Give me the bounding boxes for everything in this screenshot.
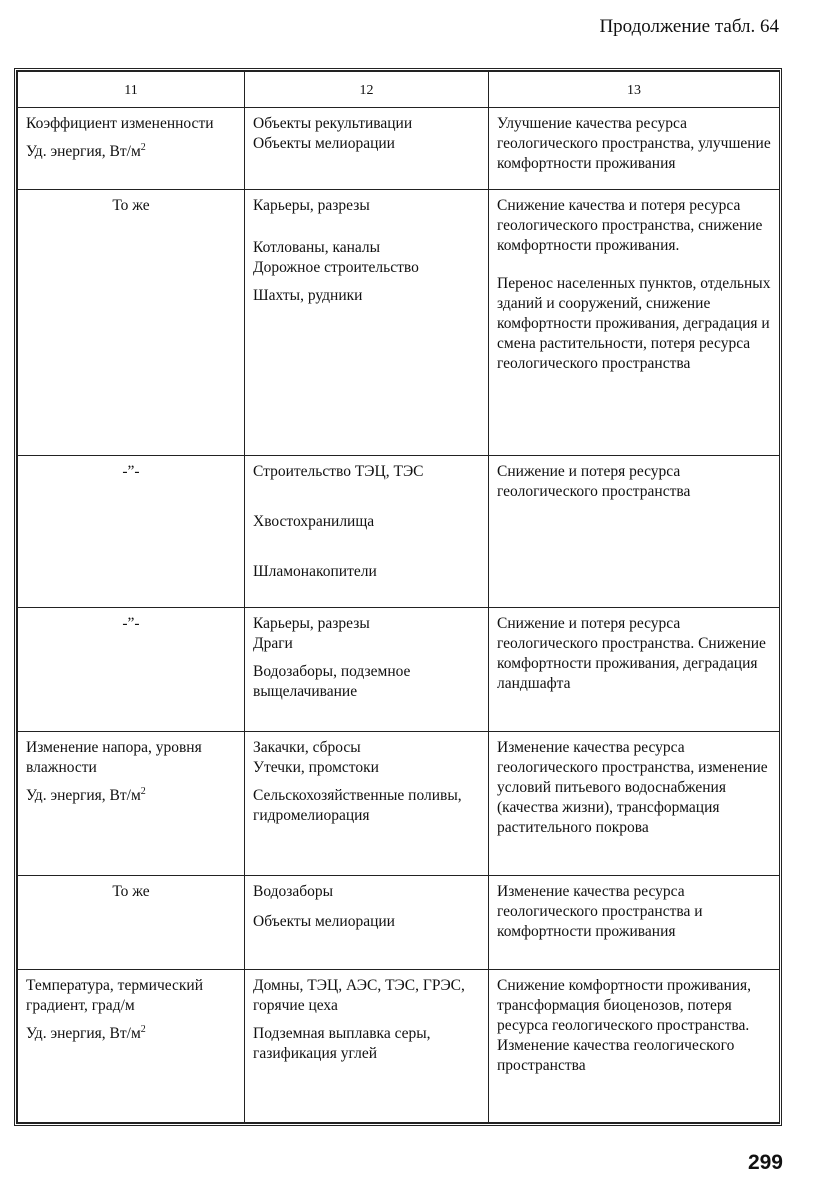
table-cell (18, 970, 245, 1123)
table-cell (18, 732, 245, 876)
cell-text: Шахты, рудники (253, 287, 363, 304)
cell-text: Температура, термический градиент, град/м (26, 977, 204, 1014)
superscript: 2 (140, 1023, 146, 1035)
cell-text: Строительство ТЭЦ, ТЭС (253, 463, 424, 480)
table-cell (489, 608, 780, 732)
cell-text: Сельскохозяйственные поливы, гидромелиорация (253, 787, 462, 824)
cell-text: Домны, ТЭЦ, АЭС, ТЭС, ГРЭС, горячие цеха (253, 977, 465, 1014)
table-cell (18, 190, 245, 456)
table-row (18, 456, 780, 608)
table-cell (18, 108, 245, 190)
page-number: 299 (747, 1151, 783, 1174)
cell-text: Перенос населенных пунктов, отдельных зданий и сооружений, снижение комфортности проживания, деградация и смена растительности, потеря ресурса геологического пространства (497, 275, 771, 372)
cell-text: Коэффициент измененности (26, 115, 214, 132)
cell-text: Объекты мелиорации (253, 135, 395, 152)
table-row (18, 190, 780, 456)
cell-text: Уд. энергия, Вт/м (26, 143, 141, 160)
superscript: 2 (140, 785, 146, 797)
table-cell (245, 970, 489, 1123)
table-cell (489, 732, 780, 876)
table-cell (489, 456, 780, 608)
cell-text: Закачки, сбросы (253, 739, 361, 756)
cell-text: Утечки, промстоки (253, 759, 379, 776)
cell-text: Водозаборы (253, 883, 334, 900)
cell-text: То же (112, 883, 150, 900)
cell-text: Объекты рекультивации (253, 115, 413, 132)
superscript: 2 (140, 141, 146, 153)
cell-text: Изменение качества ресурса геологического пространства, изменение условий питьевого водоснабжения (качества жизни), трансформация растительного покрова (497, 739, 768, 836)
table-row (18, 732, 780, 876)
cell-text: Уд. энергия, Вт/м (26, 787, 141, 804)
column-header: 12 (245, 72, 489, 108)
table-cell (245, 608, 489, 732)
table-row (18, 608, 780, 732)
cell-text: Драги (253, 635, 293, 652)
cell-text: Снижение и потеря ресурса геологического пространства. Снижение комфортности проживания, деградация ландшафта (497, 615, 766, 692)
cell-text: То же (112, 197, 150, 214)
cell-text: Уд. энергия, Вт/м (26, 1025, 141, 1042)
table-cell (245, 876, 489, 970)
cell-text: Карьеры, разрезы (253, 197, 370, 214)
table-cell (18, 876, 245, 970)
table-cell (18, 456, 245, 608)
table-cell (489, 108, 780, 190)
cell-text: Объекты мелиорации (253, 913, 395, 930)
column-header: 11 (18, 72, 245, 108)
cell-text: Изменение напора, уровня влажности (26, 739, 202, 776)
cell-text: Снижение качества и потеря ресурса геологического пространства, снижение комфортности проживания. (497, 197, 763, 254)
table-cell (489, 190, 780, 456)
cell-text: Карьеры, разрезы (253, 615, 370, 632)
data-table-frame (14, 68, 782, 1126)
cell-text: Изменение качества ресурса геологического пространства и комфортности проживания (497, 883, 703, 940)
column-header: 13 (489, 72, 780, 108)
cell-text: Водозаборы, подземное выщелачивание (253, 663, 411, 700)
data-table (17, 71, 780, 1123)
cell-text: Улучшение качества ресурса геологического пространства, улучшение комфортности проживания (497, 115, 771, 172)
table-header-row (18, 72, 780, 108)
cell-text: Снижение комфортности проживания, трансформация биоценозов, потеря ресурса геологического пространства. Изменение качества геологического пространства (497, 977, 752, 1074)
cell-text: Подземная выплавка серы, газификация углей (253, 1025, 431, 1062)
table-row (18, 108, 780, 190)
table-row (18, 970, 780, 1123)
table-continuation-title: Продолжение табл. 64 (599, 16, 779, 37)
table-cell (245, 190, 489, 456)
table-cell (245, 732, 489, 876)
table-cell (489, 876, 780, 970)
table-cell (489, 970, 780, 1123)
cell-text: Дорожное строительство (253, 259, 419, 276)
table-cell (245, 456, 489, 608)
cell-text: Шламонакопители (253, 563, 377, 580)
cell-text: -”- (122, 615, 140, 632)
table-cell (245, 108, 489, 190)
cell-text: Хвостохранилища (253, 513, 375, 530)
cell-text: Снижение и потеря ресурса геологического пространства (497, 463, 691, 500)
cell-text: Котлованы, каналы (253, 239, 381, 256)
table-cell (18, 608, 245, 732)
cell-text: -”- (122, 463, 140, 480)
table-row (18, 876, 780, 970)
